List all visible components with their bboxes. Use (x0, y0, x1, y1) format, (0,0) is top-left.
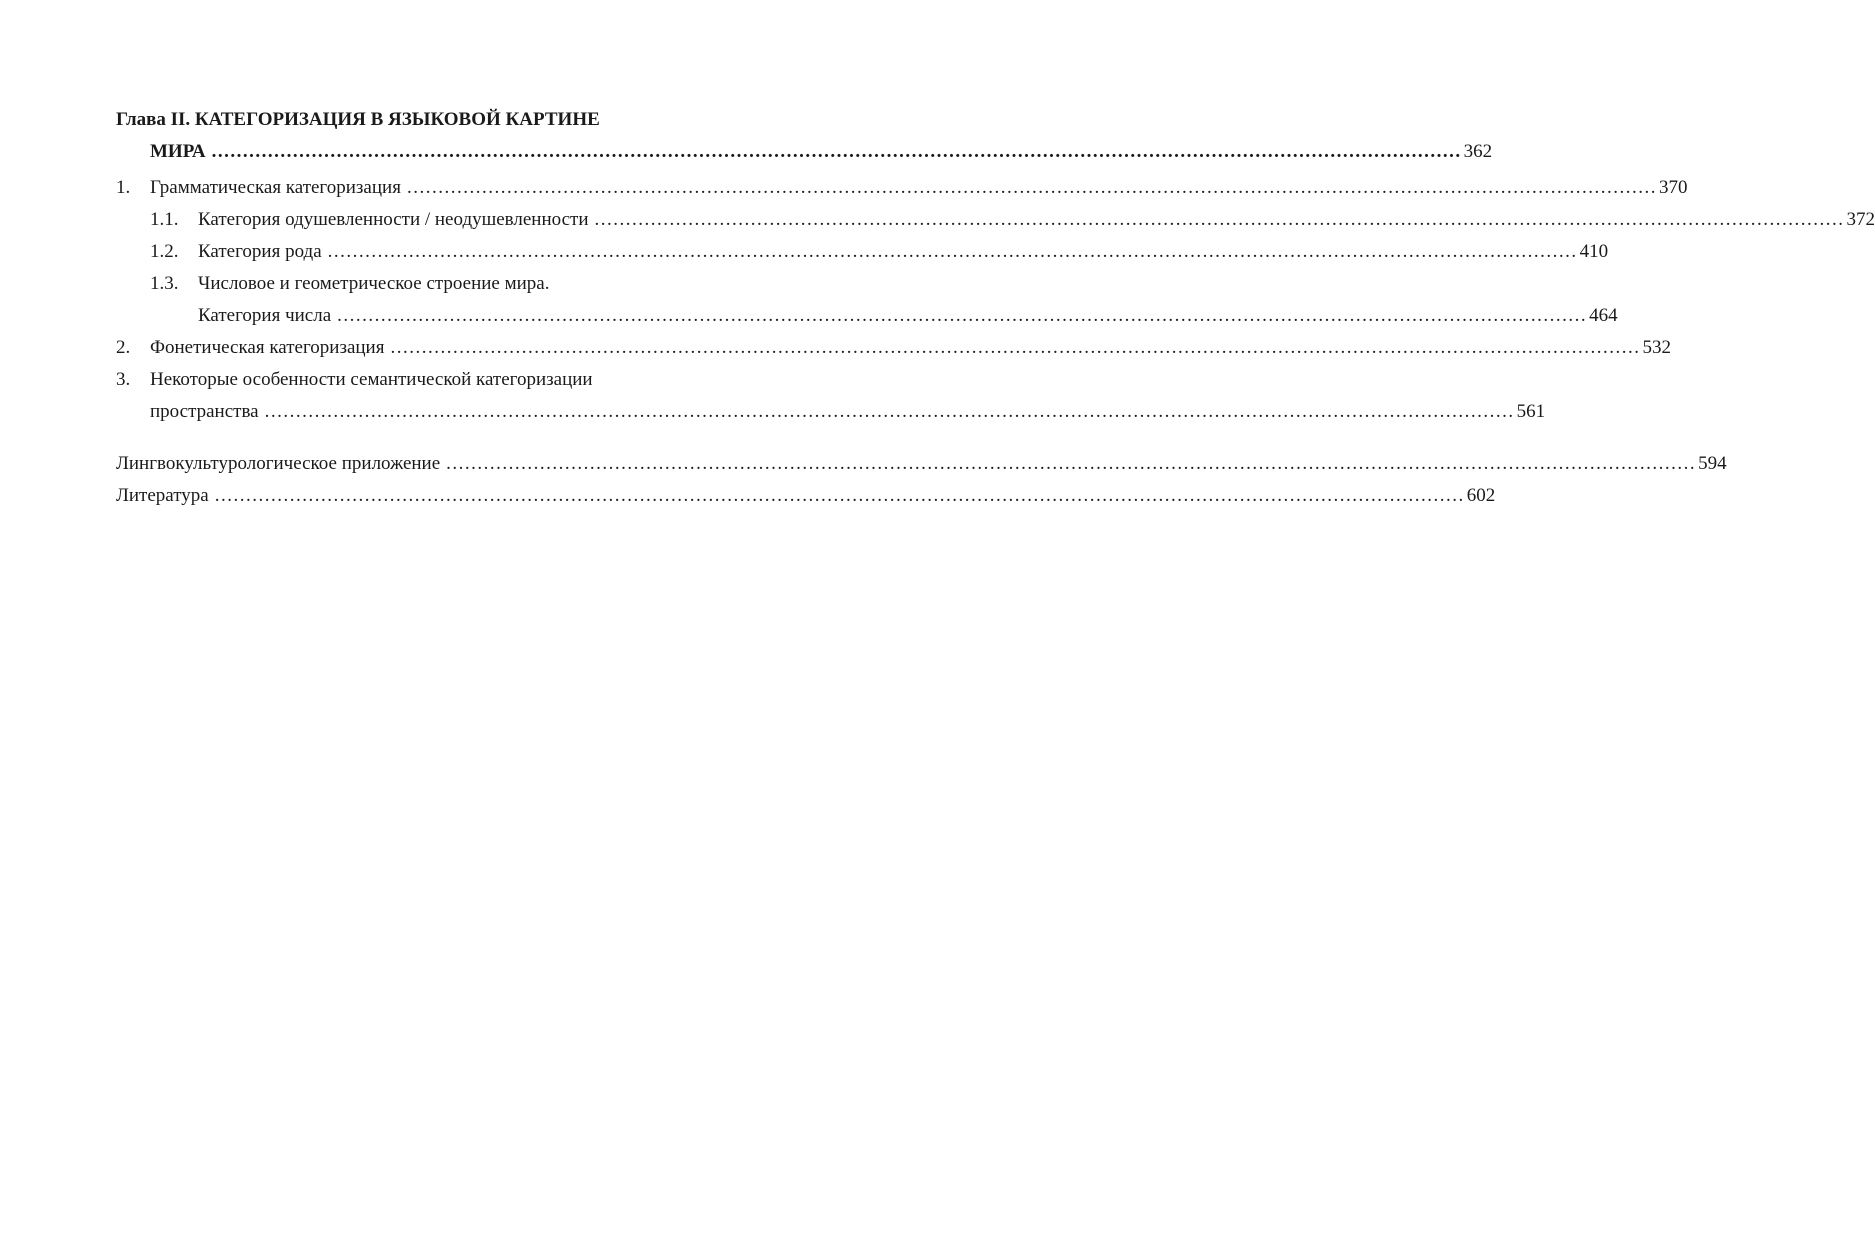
section-title: Некоторые особенности семантической категоризации (150, 369, 593, 390)
chapter-title-line2[interactable] (116, 136, 1493, 168)
section-number: 3. (116, 369, 131, 390)
dot-leader: ........................................................................................................................................................................................................ (264, 401, 1515, 422)
toc-entry-1-2[interactable] (116, 236, 1609, 268)
toc-entry-2[interactable] (116, 332, 1671, 364)
section-title: Числовое и геометрическое строение мира. (198, 273, 550, 294)
page-number: 594 (1698, 453, 1727, 474)
dot-leader: ........................................................................................................................................................................................................ (390, 337, 1641, 358)
page-number: 370 (1658, 177, 1688, 198)
page-number: 372 (1846, 209, 1875, 230)
chapter-title-line1 (116, 104, 774, 136)
chapter-title-cont: МИРА (150, 141, 206, 162)
toc-entry-1-3-line1[interactable] (116, 268, 774, 300)
literature-title: Литература (116, 485, 209, 506)
section-title: Грамматическая категоризация (150, 177, 401, 198)
appendix-title: Лингвокультурологическое приложение (116, 453, 441, 474)
dot-leader: ........................................................................................................................................................................................................ (406, 177, 1657, 198)
section-title: Категория одушевленности / неодушевленности (198, 209, 589, 230)
section-title-cont: Категория числа (198, 305, 332, 326)
dot-leader: ........................................................................................................................................................................................................ (327, 241, 1578, 262)
page-number: 532 (1642, 337, 1671, 358)
section-number: 1. (116, 177, 131, 198)
toc-entry-3-line2[interactable] (116, 396, 1546, 428)
toc-entry-1-3-line2[interactable] (116, 300, 1618, 332)
page-number: 602 (1466, 485, 1496, 506)
page-number: 464 (1589, 305, 1618, 326)
page-number: 410 (1579, 241, 1609, 262)
page-number: 561 (1516, 401, 1546, 422)
section-number: 2. (116, 337, 131, 358)
section-number: 1.2. (150, 241, 179, 262)
section-title: Фонетическая категоризация (150, 337, 385, 358)
chapter-title-text: Глава II. КАТЕГОРИЗАЦИЯ В ЯЗЫКОВОЙ КАРТИНЕ (116, 109, 600, 130)
toc-entry-3-line1[interactable] (116, 364, 774, 396)
dot-leader: ........................................................................................................................................................................................................ (211, 141, 1462, 162)
page-number: 362 (1463, 141, 1493, 162)
dot-leader: ........................................................................................................................................................................................................ (214, 485, 1465, 506)
toc-entry-literature[interactable] (116, 480, 1496, 512)
dot-leader: ........................................................................................................................................................................................................ (337, 305, 1588, 326)
toc-entry-1[interactable] (116, 172, 1688, 204)
toc-entry-appendix[interactable] (116, 448, 1727, 480)
table-of-contents (116, 104, 1875, 512)
dot-leader: ........................................................................................................................................................................................................ (446, 453, 1697, 474)
dot-leader: ........................................................................................................................................................................................................ (594, 209, 1845, 230)
section-number: 1.3. (150, 273, 179, 294)
section-title-cont: пространства (150, 401, 259, 422)
section-title: Категория рода (198, 241, 322, 262)
section-number: 1.1. (150, 209, 179, 230)
toc-entry-1-1[interactable] (116, 204, 1875, 236)
